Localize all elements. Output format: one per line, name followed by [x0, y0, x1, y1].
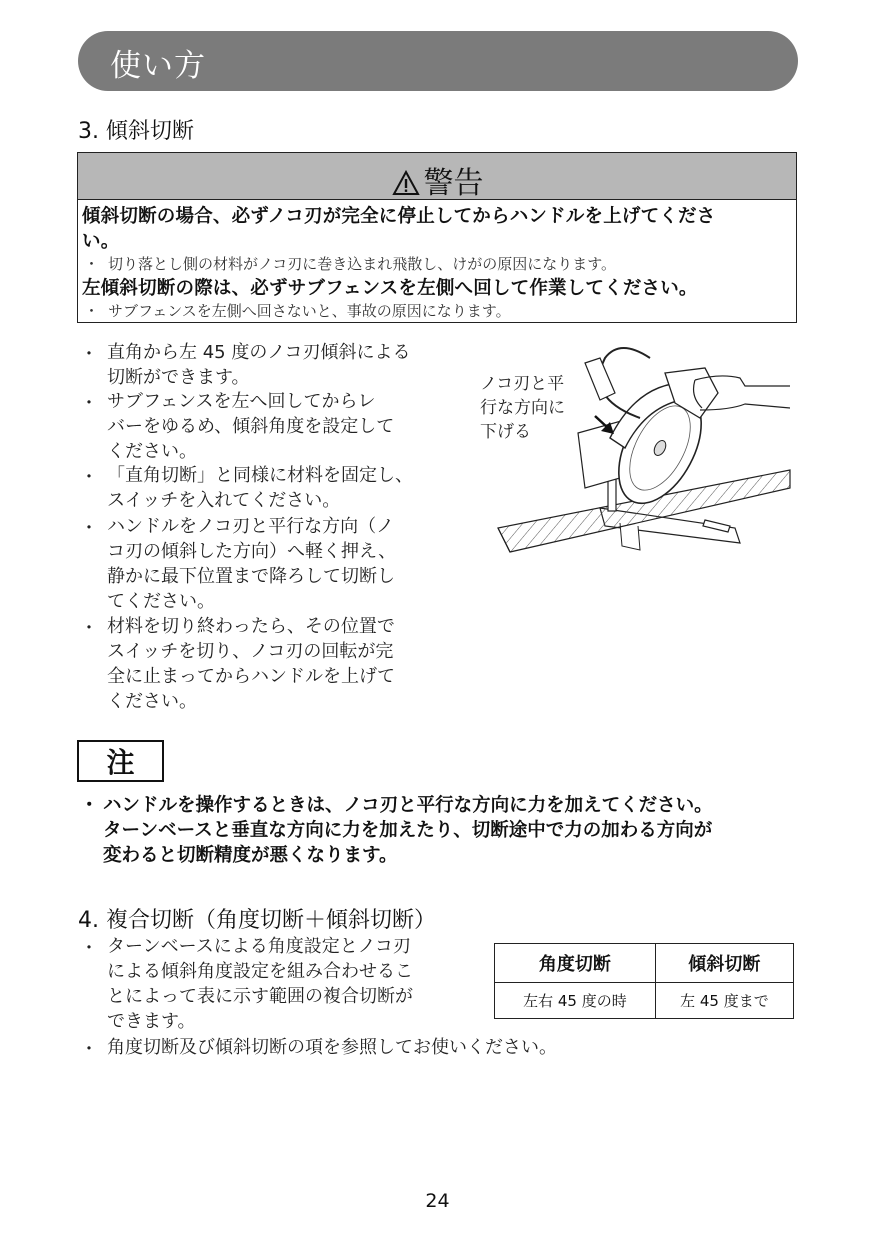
list-item: 角度切断及び傾斜切断の項を参照してお使いください。 [107, 1037, 557, 1058]
list-item-line: 材料を切り終わったら、その位置で [107, 616, 395, 637]
page-title: 使い方 [110, 48, 206, 84]
list-item-line: とによって表に示す範囲の複合切断が [107, 986, 413, 1007]
bullet-dot: ・ [80, 393, 98, 414]
list-item-line: ください。 [107, 441, 197, 462]
compound-cut-table [494, 943, 794, 1019]
list-item-line: ハンドルをノコ刃と平行な方向（ノ [107, 516, 395, 537]
list-item-line: 静かに最下位置まで降ろして切断し [107, 566, 395, 587]
warning-title [0, 158, 875, 202]
list-item [107, 463, 413, 513]
bullet-dot: ・ [80, 795, 99, 816]
miter-saw-bevel-illustration [490, 338, 800, 560]
list-item-line: ください。 [107, 691, 197, 712]
list-item-line: コ刃の傾斜した方向）へ軽く押え、 [107, 541, 397, 562]
table-cell: 左 45 度まで [655, 983, 793, 1019]
section-4-title: 4. 複合切断（角度切断＋傾斜切断） [78, 908, 436, 933]
table-row [495, 983, 794, 1019]
warning-sub-1-dot: ・ [84, 255, 100, 273]
warning-title-text: 警告 [423, 166, 484, 201]
note-label: 注 [106, 746, 135, 779]
warning-line-1-cont: い。 [82, 231, 120, 252]
list-item-line: バーをゆるめ、傾斜角度を設定して [107, 416, 395, 437]
table-header-cell: 傾斜切断 [655, 944, 793, 983]
bullet-dot: ・ [80, 618, 98, 639]
page-number: 24 [425, 1190, 450, 1212]
list-item-line: スイッチを切り、ノコ刃の回転が完 [107, 641, 394, 662]
warning-sub-2-dot: ・ [84, 302, 100, 320]
list-item [107, 514, 396, 614]
list-item-line: できます。 [107, 1011, 196, 1032]
list-item-line: てください。 [107, 591, 215, 612]
list-item [107, 389, 394, 464]
list-item-line: による傾斜角度設定を組み合わせるこ [107, 961, 413, 982]
warning-line-1: 傾斜切断の場合、必ずノコ刃が完全に停止してからハンドルを上げてくださ [82, 206, 716, 227]
bullet-dot: ・ [80, 1039, 98, 1060]
section-3-title: 3. 傾斜切断 [78, 119, 194, 144]
warning-sub-1: 切り落とし側の材料がノコ刃に巻き込まれ飛散し、けがの原因になります。 [108, 255, 617, 273]
list-item-line: ターンベースによる角度設定とノコ刃 [107, 936, 411, 957]
list-item-line: 切断ができます。 [107, 367, 250, 388]
note-line: ハンドルを操作するときは、ノコ刃と平行な方向に力を加えてください。 [103, 795, 713, 816]
warning-sub-2: サブフェンスを左側へ回さないと、事故の原因になります。 [108, 302, 511, 320]
list-item [107, 614, 395, 714]
warning-triangle-icon [392, 170, 420, 196]
list-item-line: 「直角切断」と同様に材料を固定し、 [107, 465, 413, 486]
table-header-cell: 角度切断 [495, 944, 656, 983]
bullet-dot: ・ [80, 938, 98, 959]
list-item-line: サブフェンスを左へ回してからレ [107, 391, 376, 412]
table-header-row [495, 944, 794, 983]
bullet-dot: ・ [80, 518, 98, 539]
list-item [107, 934, 413, 1034]
bullet-dot: ・ [80, 344, 98, 365]
note-text [103, 793, 713, 868]
note-line: 変わると切断精度が悪くなります。 [103, 845, 398, 866]
bullet-dot: ・ [80, 467, 98, 488]
list-item-line: スイッチを入れてください。 [107, 490, 341, 511]
warning-line-2: 左傾斜切断の際は、必ずサブフェンスを左側へ回して作業してください。 [82, 278, 698, 299]
table-cell: 左右 45 度の時 [495, 983, 656, 1019]
figure-label: ノコ刃と平 行な方向に 下げる [480, 374, 565, 442]
list-item-line: 直角から左 45 度のノコ刃傾斜による [107, 342, 411, 363]
list-item-line: 全に止まってからハンドルを上げて [107, 666, 395, 687]
list-item [107, 340, 410, 390]
note-line: ターンベースと垂直な方向に力を加えたり、切断途中で力の加わる方向が [103, 820, 713, 841]
